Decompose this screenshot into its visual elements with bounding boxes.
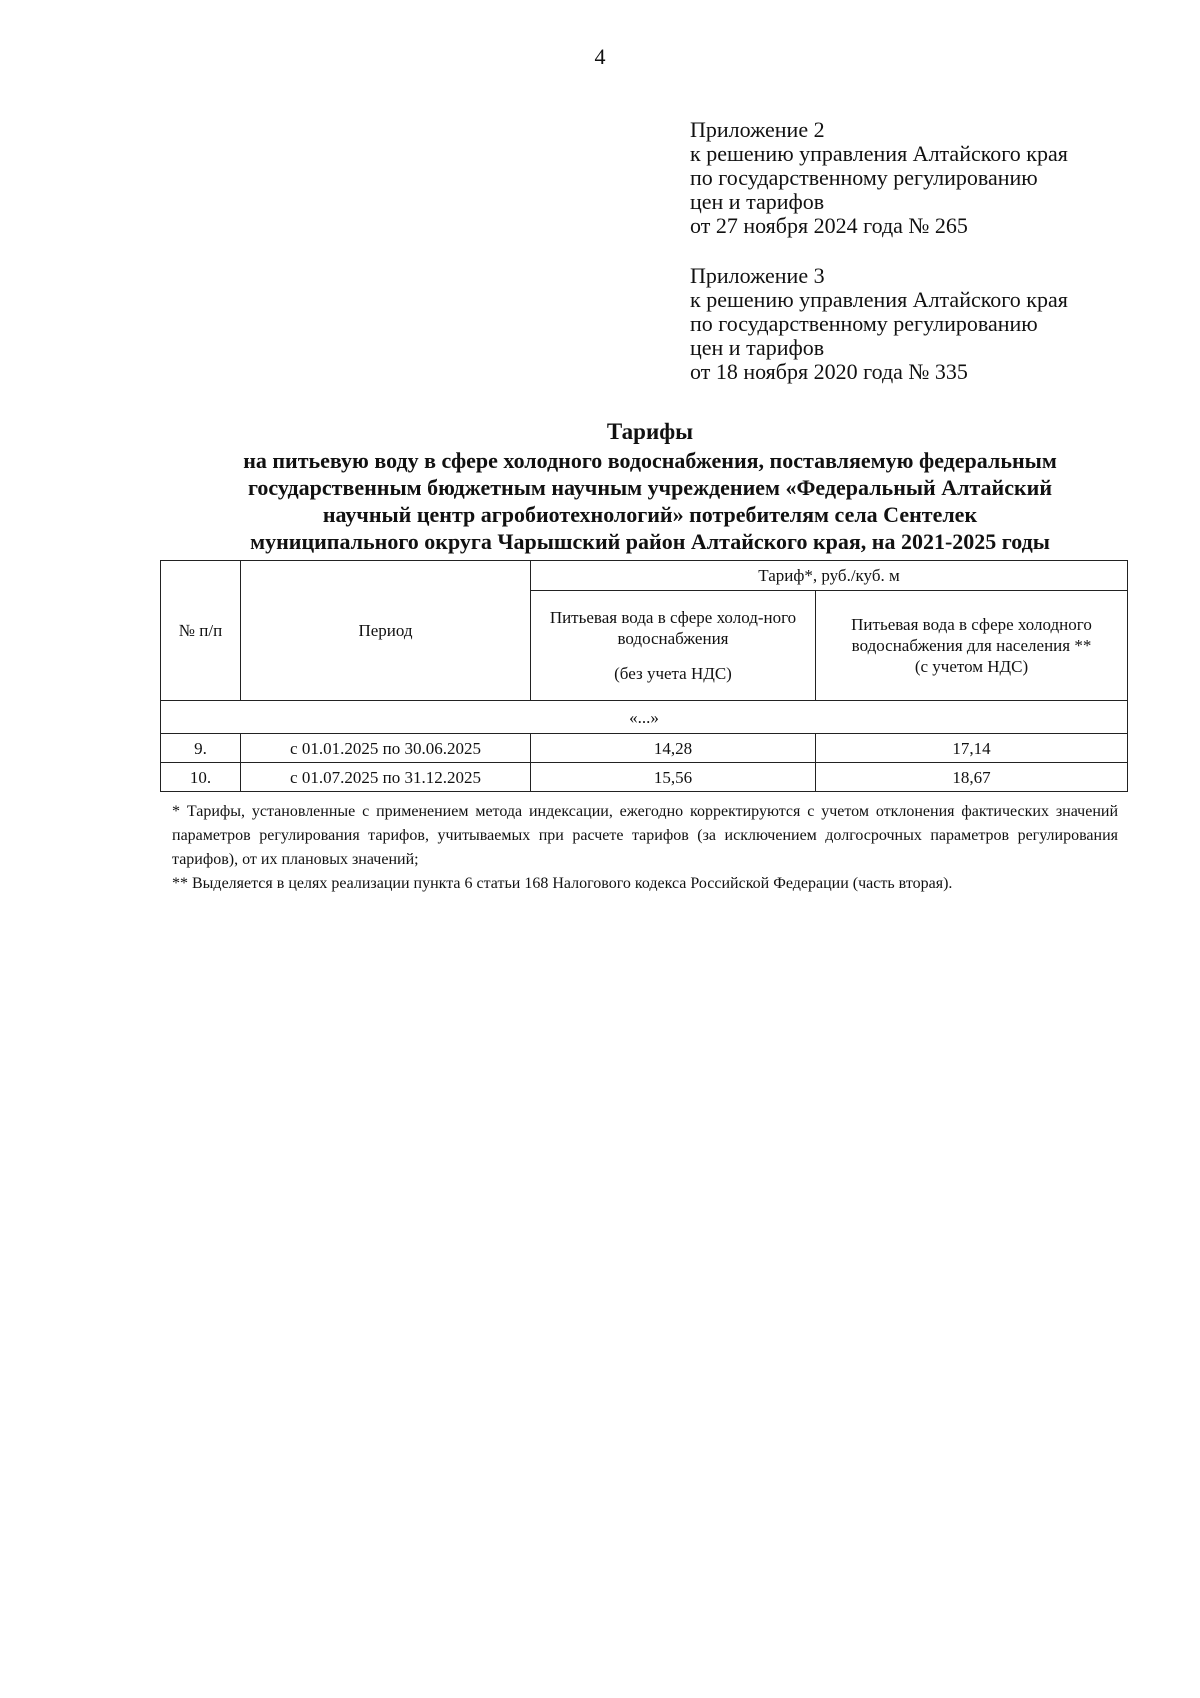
footnote-tariffs: * Тарифы, установленные с применением метода индексации, ежегодно корректируются с учетом отклонения фактических значений параметров регулирования тарифов, учитываемых при расчете тарифов (за исключением долгосрочных параметров регулирования тарифов), от их плановых значений; <box>172 803 1118 868</box>
appendix-2-line: к решению управления Алтайского края <box>690 141 1068 166</box>
table-row <box>161 763 1128 792</box>
footnotes <box>172 800 1118 896</box>
row-period: с 01.07.2025 по 31.12.2025 <box>241 763 531 792</box>
appendix-3-line: цен и тарифов <box>690 335 825 360</box>
header-number: № п/п <box>161 561 241 701</box>
row-period: с 01.01.2025 по 30.06.2025 <box>241 734 531 763</box>
appendix-3-header <box>690 264 1068 384</box>
row-tariff-with-vat: 18,67 <box>816 763 1128 792</box>
appendix-2-line: от 27 ноября 2024 года № 265 <box>690 213 968 238</box>
row-tariff-no-vat: 15,56 <box>531 763 816 792</box>
header-water-no-vat-note: (без учета НДС) <box>614 664 732 683</box>
document-subtitle-line: государственным бюджетным научным учреждением «Федеральный Алтайский <box>247 475 1052 500</box>
document-title: Тарифы <box>606 419 694 444</box>
appendix-3-line: от 18 ноября 2020 года № 335 <box>690 359 968 384</box>
appendix-2-header <box>690 118 1068 238</box>
appendix-2-line: цен и тарифов <box>690 189 825 214</box>
appendix-3-line: Приложение 3 <box>690 263 825 288</box>
header-water-no-vat <box>531 591 816 701</box>
document-subtitle-line: на питьевую воду в сфере холодного водоснабжения, поставляемую федеральным <box>243 448 1057 473</box>
row-tariff-with-vat: 17,14 <box>816 734 1128 763</box>
footnote-vat: ** Выделяется в целях реализации пункта 6 статьи 168 Налогового кодекса Российской Федерации (часть вторая). <box>172 875 953 892</box>
omitted-rows-marker: «...» <box>161 701 1128 734</box>
row-number: 9. <box>161 734 241 763</box>
table-row <box>161 734 1128 763</box>
row-tariff-no-vat: 14,28 <box>531 734 816 763</box>
appendix-3-line: по государственному регулированию <box>690 311 1038 336</box>
document-title-block <box>150 418 1150 555</box>
header-tariff: Тариф*, руб./куб. м <box>531 561 1128 591</box>
header-water-population <box>816 591 1128 701</box>
row-number: 10. <box>161 763 241 792</box>
appendix-3-line: к решению управления Алтайского края <box>690 287 1068 312</box>
header-water-population-note: (с учетом НДС) <box>914 657 1029 676</box>
tariff-table <box>160 560 1128 792</box>
appendix-2-line: по государственному регулированию <box>690 165 1038 190</box>
header-water-population-label: Питьевая вода в сфере холодного водоснабжения для населения ** <box>851 615 1092 655</box>
document-subtitle-line: научный центр агробиотехнологий» потребителям села Сентелек <box>322 502 978 527</box>
header-water-no-vat-label: Питьевая вода в сфере холод-ного водоснабжения <box>549 608 797 648</box>
document-subtitle-line: муниципального округа Чарышский район Алтайского края, на 2021-2025 годы <box>250 529 1050 554</box>
appendix-2-line: Приложение 2 <box>690 117 825 142</box>
page-number: 4 <box>594 44 606 69</box>
header-period: Период <box>241 561 531 701</box>
